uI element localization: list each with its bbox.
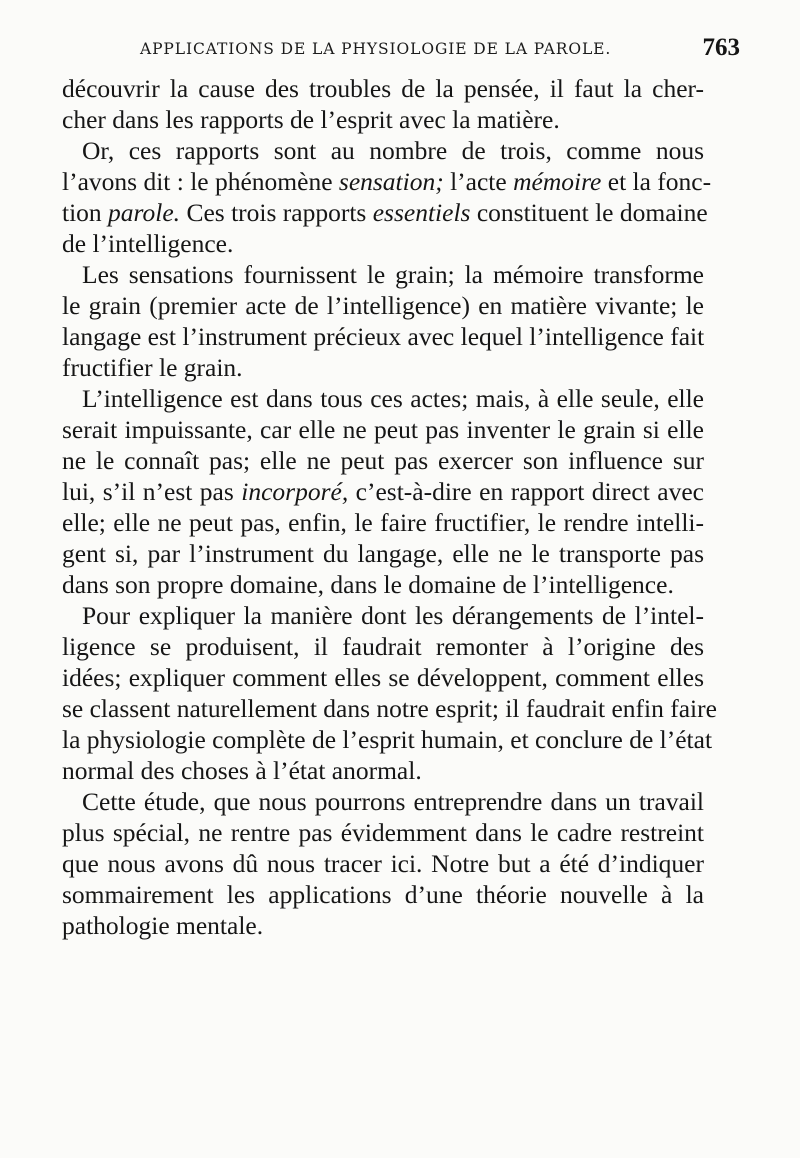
text-run: Pour expliquer la manière dont les dérangements de l’intel-: [82, 601, 704, 630]
text-run: dans son propre domaine, dans le domaine de l’intelligence.: [62, 570, 674, 599]
text-run: découvrir la cause des troubles de la pensée, il faut la cher-: [62, 74, 704, 103]
text-line: [62, 910, 704, 941]
text-line: [62, 197, 708, 228]
text-run: serait impuissante, car elle ne peut pas inventer le grain si elle: [62, 415, 704, 444]
text-run: cher dans les rapports de l’esprit avec la matière.: [62, 105, 560, 134]
text-line: [62, 290, 704, 321]
paragraph: [62, 600, 717, 786]
text-line: [62, 569, 704, 600]
text-run: sommairement les applications d’une théorie nouvelle à la: [62, 880, 704, 909]
text-run: plus spécial, ne rentre pas évidemment dans le cadre restreint: [62, 818, 704, 847]
italic-term: mémoire: [513, 167, 602, 196]
text-line: [62, 73, 704, 104]
text-line: [62, 507, 704, 538]
italic-term: sensation;: [338, 167, 444, 196]
text-run: L’intelligence est dans tous ces actes; mais, à elle seule, elle: [82, 384, 704, 413]
text-line: [62, 662, 704, 693]
text-line: [62, 476, 704, 507]
text-run: c’est-à-dire en rapport direct avec: [348, 477, 704, 506]
running-title: APPLICATIONS DE LA PHYSIOLOGIE DE LA PAROLE.: [140, 40, 612, 58]
paragraph: [62, 259, 704, 383]
text-run: constituent le domaine: [470, 198, 708, 227]
text-line: [62, 755, 704, 786]
text-line: [62, 383, 704, 414]
text-run: Les sensations fournissent le grain; la mémoire transforme: [82, 260, 704, 289]
text-run: l’acte: [443, 167, 514, 196]
text-run: tion: [62, 198, 109, 227]
text-run: Ces trois rapports: [180, 198, 373, 227]
text-run: se classent naturellement dans notre esprit; il faudrait enfin faire: [62, 694, 717, 723]
paragraph: [62, 786, 704, 941]
text-run: ligence se produisent, il faudrait remonter à l’origine des: [62, 632, 704, 661]
text-line: [62, 817, 704, 848]
italic-term: parole.: [108, 198, 181, 227]
text-run: idées; expliquer comment elles se développent, comment elles: [62, 663, 704, 692]
paragraph: [62, 73, 704, 135]
text-run: langage est l’instrument précieux avec lequel l’intelligence fait: [62, 322, 705, 351]
text-line: [62, 879, 704, 910]
text-line: [62, 600, 704, 631]
text-run: lui, s’il n’est pas: [62, 477, 242, 506]
text-run: elle; elle ne peut pas, enfin, le faire fructifier, le rendre intelli-: [62, 508, 704, 537]
text-line: [62, 135, 704, 166]
text-line: [62, 414, 704, 445]
text-line: [62, 538, 704, 569]
page-header: [140, 34, 740, 66]
text-run: que nous avons dû nous tracer ici. Notre but a été d’indiquer: [62, 849, 704, 878]
text-run: normal des choses à l’état anormal.: [62, 756, 422, 785]
bleed-through-text-lower: [60, 960, 720, 1120]
paragraph: [62, 383, 704, 600]
italic-term: essentiels: [372, 198, 471, 227]
text-line: [62, 445, 704, 476]
text-line: [62, 786, 704, 817]
text-run: l’avons dit : le phénomène: [62, 167, 339, 196]
italic-term: incorporé,: [241, 477, 349, 506]
text-run: pathologie mentale.: [62, 911, 264, 940]
text-line: [62, 848, 704, 879]
body-text: [62, 73, 717, 941]
text-line: [62, 104, 704, 135]
text-run: et la fonc-: [601, 167, 712, 196]
text-run: de l’intelligence.: [62, 229, 234, 258]
text-run: ne le connaît pas; elle ne peut pas exercer son influence sur: [62, 446, 704, 475]
text-line: [62, 724, 713, 755]
text-run: le grain (premier acte de l’intelligence) en matière vivante; le: [62, 291, 704, 320]
text-run: fructifier le grain.: [62, 353, 243, 382]
page-number: 763: [702, 34, 740, 61]
text-run: Or, ces rapports sont au nombre de trois, comme nous: [82, 136, 704, 165]
text-line: [62, 631, 704, 662]
text-line: [62, 321, 704, 352]
text-line: [62, 693, 717, 724]
text-run: Cette étude, que nous pourrons entreprendre dans un travail: [82, 787, 704, 816]
paragraph: [62, 135, 712, 259]
text-line: [62, 259, 704, 290]
text-run: la physiologie complète de l’esprit humain, et conclure de l’état: [62, 725, 713, 754]
text-line: [62, 352, 704, 383]
text-line: [62, 228, 704, 259]
text-run: gent si, par l’instrument du langage, elle ne le transporte pas: [62, 539, 704, 568]
text-line: [62, 166, 712, 197]
